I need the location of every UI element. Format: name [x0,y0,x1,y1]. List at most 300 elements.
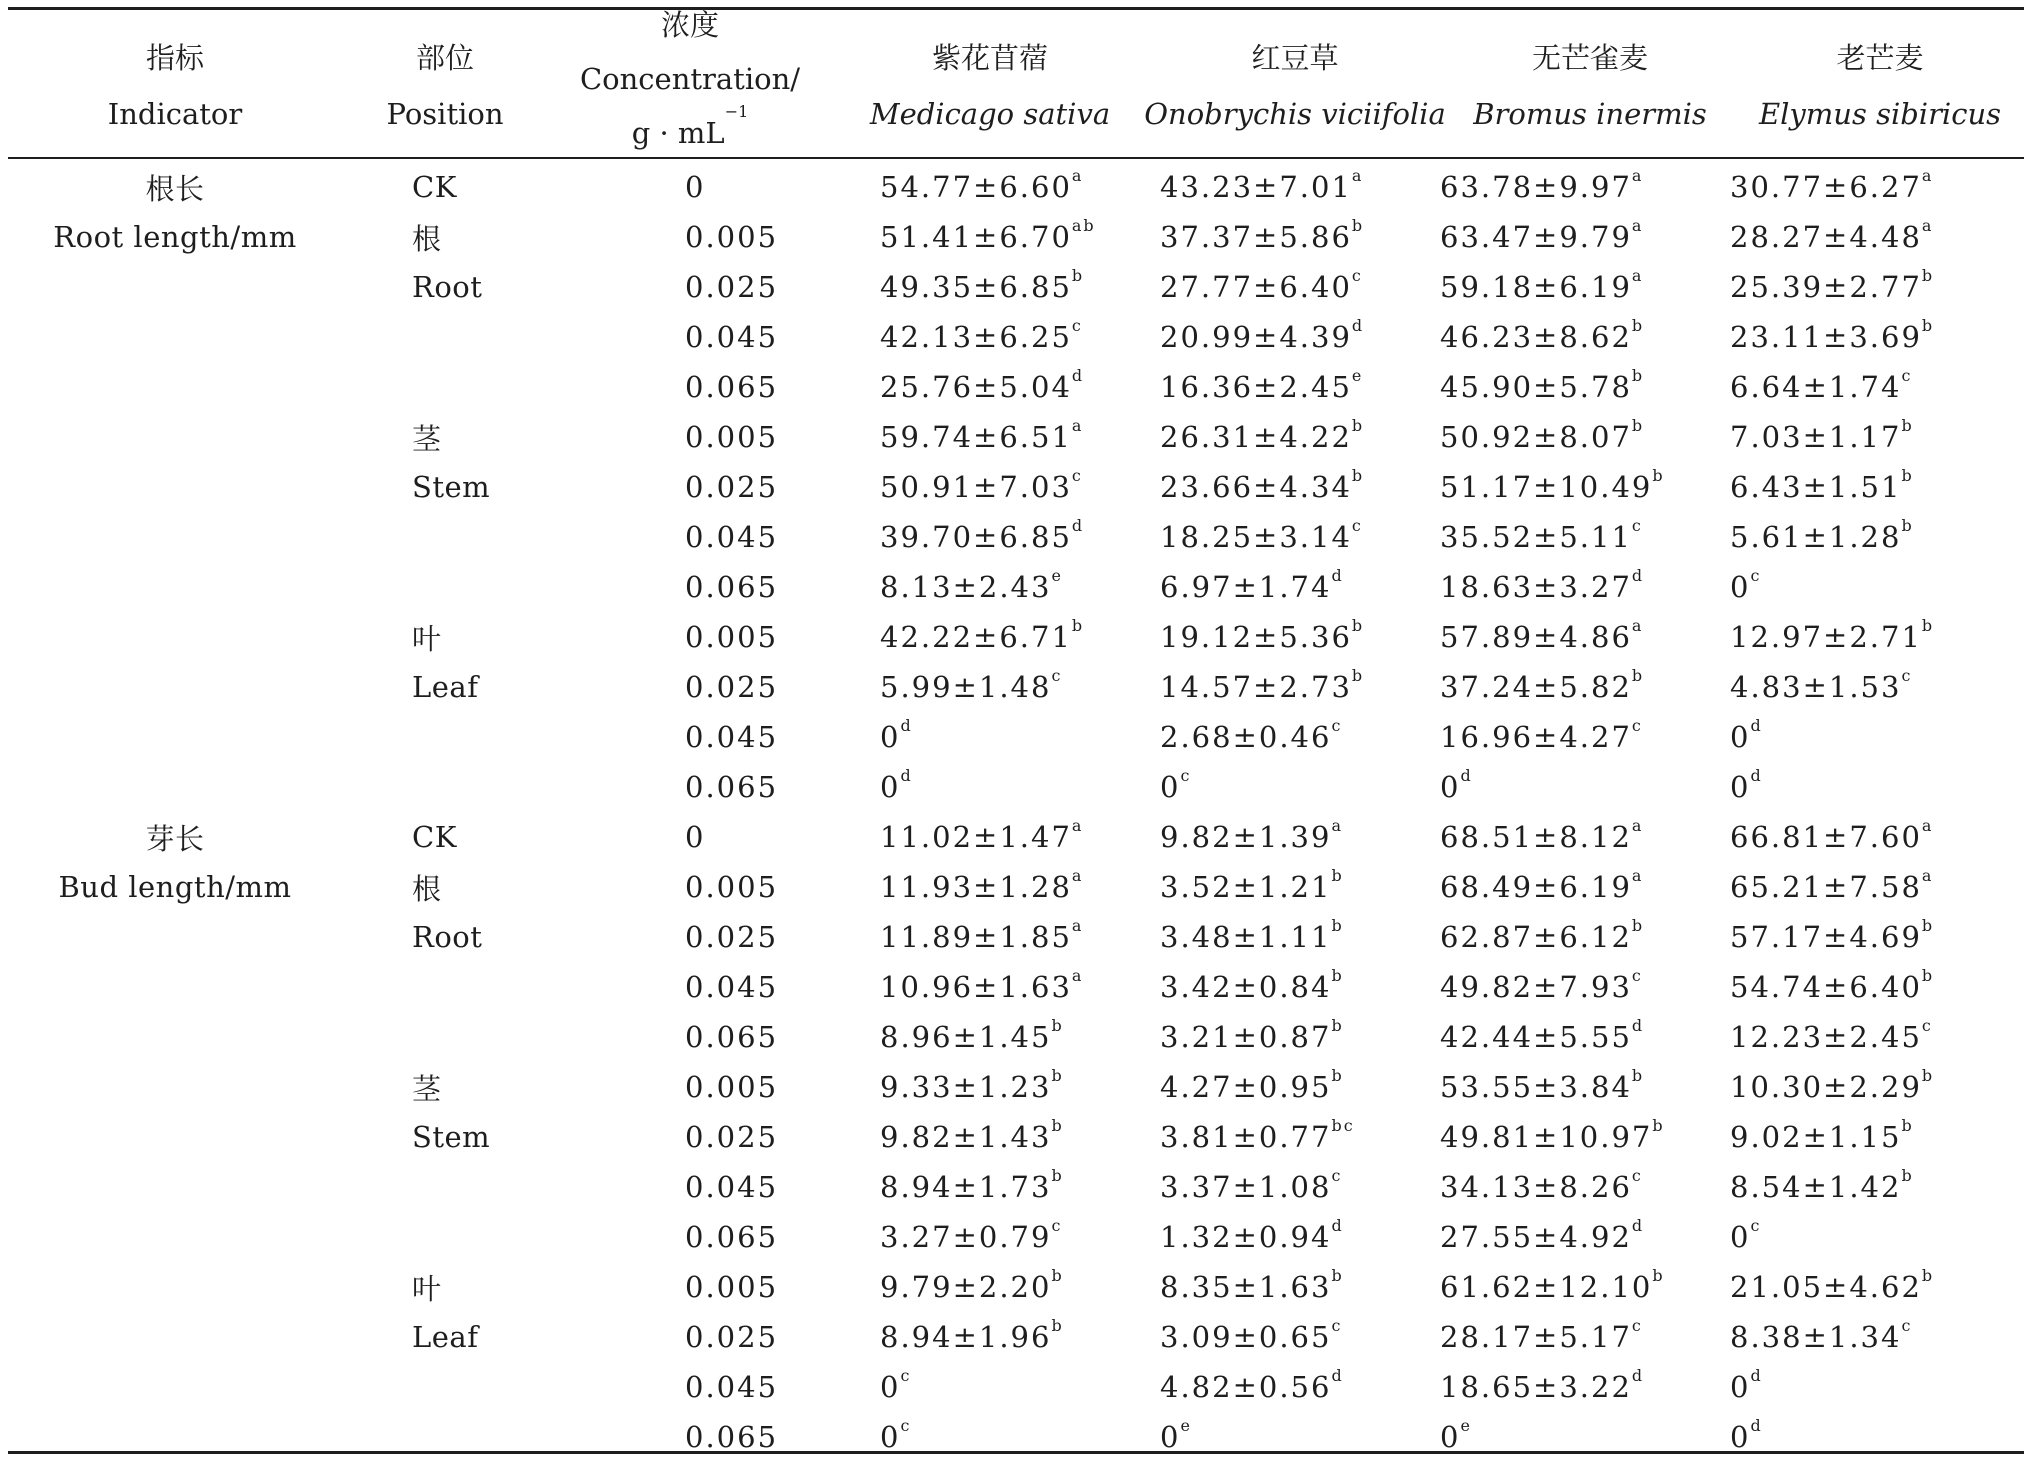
concentration-cell: 0.005 [685,220,779,254]
significance-letter: a [1071,416,1084,435]
significance-letter: c [900,1416,912,1435]
value-cell-species-4 [1660,812,2032,862]
value-cell-species-2 [1060,712,1360,762]
value-cell-species-3 [1360,812,1660,862]
value-cell-species-2 [1060,812,1360,862]
significance-letter: d [1750,1416,1763,1435]
mean-sd-value: 0 [880,720,901,754]
significance-letter: c [1071,316,1083,335]
position-cell [350,1212,530,1262]
significance-letter: b [1901,1116,1914,1135]
table-row [0,1062,2032,1112]
significance-letter: e [1351,366,1364,385]
value-cell-species-2 [1060,1062,1360,1112]
significance-letter: b [1351,216,1365,235]
mean-sd-value: 50.92±8.07 [1440,420,1632,454]
significance-letter: b [1921,1066,1935,1085]
mean-sd-value: 8.13±2.43 [880,570,1052,604]
value-cell-species-4 [1660,712,2032,762]
significance-letter: d [1750,766,1763,785]
concentration-cell: 0.005 [685,1070,779,1104]
value-cell-species-4 [1660,512,2032,562]
significance-letter: b [1631,916,1645,935]
value-cell-species-1 [760,962,1084,1012]
significance-letter: d [1331,566,1344,585]
significance-letter: a [1071,916,1084,935]
results-table [0,162,2032,1462]
value-cell-species-2 [1060,1012,1360,1062]
value-cell-species-3 [1360,612,1660,662]
significance-letter: c [1901,1316,1913,1335]
significance-letter: d [1631,1016,1645,1035]
mean-sd-value: 11.93±1.28 [880,870,1072,904]
header-position [340,18,550,154]
value-cell-species-2 [1060,1362,1360,1412]
mean-sd-value: 9.82±1.43 [880,1120,1052,1154]
table-row [0,262,2032,312]
table-row [0,162,2032,212]
mean-sd-value: 27.55±4.92 [1440,1220,1632,1254]
significance-letter: b [1331,1266,1344,1285]
indicator-cell [0,662,350,712]
significance-letter: b [1051,1016,1064,1035]
mean-sd-value: 43.23±7.01 [1160,170,1352,204]
table-row [0,362,2032,412]
significance-letter: d [1331,1366,1344,1385]
value-cell-species-3 [1360,262,1660,312]
header-species-1-zh: 紫花苜蓿 [931,41,1048,75]
mean-sd-value: 14.57±2.73 [1160,670,1352,704]
header-species-2-latin: Onobrychis viciifolia [1144,97,1446,131]
value-cell-species-4 [1660,412,2032,462]
value-cell-species-4 [1660,912,2032,962]
value-cell-species-3 [1360,1262,1665,1312]
significance-letter: c [1331,1166,1343,1185]
value-cell-species-2 [1060,862,1360,912]
mean-sd-value: 8.96±1.45 [880,1020,1052,1054]
mean-sd-value: 8.94±1.96 [880,1320,1052,1354]
significance-letter: b [1051,1116,1064,1135]
mean-sd-value: 9.02±1.15 [1730,1120,1902,1154]
concentration-cell: 0.045 [685,320,779,354]
mean-sd-value: 0 [1440,770,1461,804]
value-cell-species-4 [1660,1312,2032,1362]
value-cell-species-3 [1360,312,1660,362]
indicator-cell [0,712,350,762]
mean-sd-value: 3.21±0.87 [1160,1020,1332,1054]
indicator-cell [0,1312,350,1362]
value-cell-species-1 [760,612,1085,662]
header-rule [8,157,2024,159]
top-rule [8,7,2024,10]
value-cell-species-3 [1360,912,1660,962]
mean-sd-value: 65.21±7.58 [1730,870,1922,904]
value-cell-species-1 [760,1062,1064,1112]
value-cell-species-3 [1360,462,1665,512]
mean-sd-value: 54.77±6.60 [880,170,1072,204]
value-cell-species-1 [760,862,1084,912]
header-species-4-zh: 老芒麦 [1836,41,1924,75]
value-cell-species-3 [1360,1412,1660,1462]
concentration-cell: 0.065 [685,770,779,804]
significance-letter: b [1331,916,1344,935]
significance-letter: e [1460,1416,1472,1435]
mean-sd-value: 0 [880,770,901,804]
table-row [0,512,2032,562]
value-cell-species-1 [760,212,1096,262]
concentration-cell: 0.045 [685,970,779,1004]
significance-letter: c [1180,766,1192,785]
mean-sd-value: 3.42±0.84 [1160,970,1332,1004]
value-cell-species-2 [1060,512,1363,562]
indicator-cell [0,512,350,562]
mean-sd-value: 21.05±4.62 [1730,1270,1922,1304]
value-cell-species-1 [760,362,1085,412]
value-cell-species-3 [1360,512,1660,562]
value-cell-species-4 [1660,262,2032,312]
value-cell-species-1 [760,412,1084,462]
value-cell-species-3 [1360,762,1660,812]
value-cell-species-2 [1060,462,1365,512]
significance-letter: c [1351,266,1363,285]
value-cell-species-2 [1060,362,1364,412]
position-cell [350,762,530,812]
significance-letter: b [1652,1266,1665,1285]
concentration-cell: 0.065 [685,370,779,404]
significance-letter: c [1750,1216,1762,1235]
position-cell: Leaf [412,1320,479,1354]
mean-sd-value: 3.37±1.08 [1160,1170,1332,1204]
mean-sd-value: 66.81±7.60 [1730,820,1922,854]
position-cell [350,512,530,562]
significance-letter: b [1921,916,1935,935]
position-cell: Stem [412,1120,491,1154]
indicator-cell: 根长 [145,171,205,206]
value-cell-species-2 [1060,1312,1360,1362]
significance-letter: a [1631,216,1644,235]
position-cell [350,962,530,1012]
header-indicator-zh: 指标 [145,41,204,75]
mean-sd-value: 9.79±2.20 [880,1270,1052,1304]
significance-letter: d [1631,1216,1645,1235]
significance-letter: c [1071,466,1083,485]
position-cell: Leaf [412,670,479,704]
header-conc-zh: 浓度 [660,8,719,42]
significance-letter: b [1051,1316,1064,1335]
position-cell: CK [412,820,457,854]
mean-sd-value: 68.49±6.19 [1440,870,1632,904]
value-cell-species-4 [1660,1412,2032,1462]
significance-letter: b [1652,1116,1665,1135]
table-row [0,1412,2032,1462]
mean-sd-value: 42.22±6.71 [880,620,1072,654]
value-cell-species-4 [1660,962,2032,1012]
significance-letter: c [1750,566,1762,585]
concentration-cell: 0.045 [685,520,779,554]
table-row [0,862,2032,912]
value-cell-species-3 [1360,1112,1665,1162]
mean-sd-value: 45.90±5.78 [1440,370,1632,404]
value-cell-species-1 [760,1162,1064,1212]
value-cell-species-2 [1060,212,1365,262]
mean-sd-value: 10.96±1.63 [880,970,1072,1004]
value-cell-species-3 [1360,1162,1660,1212]
concentration-cell: 0.065 [685,1020,779,1054]
significance-letter: a [1921,816,1934,835]
mean-sd-value: 0 [1730,1370,1751,1404]
concentration-cell: 0.005 [685,420,779,454]
mean-sd-value: 49.81±10.97 [1440,1120,1653,1154]
value-cell-species-3 [1360,162,1660,212]
significance-letter: a [1331,816,1343,835]
mean-sd-value: 0 [880,1370,901,1404]
table-row [0,462,2032,512]
mean-sd-value: 57.17±4.69 [1730,920,1922,954]
significance-letter: c [1331,716,1343,735]
header-species-3 [1460,18,1720,154]
value-cell-species-1 [760,1412,1060,1462]
significance-letter: c [1921,1016,1933,1035]
position-cell: 根 [412,871,442,906]
significance-letter: bc [1331,1116,1355,1135]
mean-sd-value: 3.27±0.79 [880,1220,1052,1254]
position-cell [350,562,530,612]
position-cell [350,312,530,362]
significance-letter: a [1631,816,1644,835]
mean-sd-value: 7.03±1.17 [1730,420,1902,454]
value-cell-species-4 [1660,212,2032,262]
position-cell [350,712,530,762]
mean-sd-value: 42.13±6.25 [880,320,1072,354]
significance-letter: b [1901,466,1914,485]
value-cell-species-4 [1660,1212,2032,1262]
value-cell-species-3 [1360,1012,1660,1062]
mean-sd-value: 63.78±9.97 [1440,170,1632,204]
value-cell-species-3 [1360,362,1660,412]
value-cell-species-2 [1060,1262,1360,1312]
header-species-1 [860,18,1120,154]
mean-sd-value: 59.74±6.51 [880,420,1072,454]
value-cell-species-2 [1060,412,1365,462]
significance-letter: b [1901,416,1914,435]
concentration-cell: 0.065 [685,1420,779,1454]
significance-letter: a [1921,166,1934,185]
mean-sd-value: 51.41±6.70 [880,220,1072,254]
mean-sd-value: 49.35±6.85 [880,270,1072,304]
value-cell-species-1 [760,562,1063,612]
significance-letter: d [1460,766,1473,785]
position-cell: 叶 [412,1271,442,1306]
value-cell-species-4 [1660,312,2032,362]
table-row [0,1262,2032,1312]
mean-sd-value: 0 [1730,770,1751,804]
significance-letter: a [1071,816,1084,835]
indicator-cell [0,562,350,612]
mean-sd-value: 0 [1730,1220,1751,1254]
indicator-cell [0,612,350,662]
value-cell-species-2 [1060,912,1360,962]
significance-letter: b [1331,866,1344,885]
value-cell-species-3 [1360,712,1660,762]
table-row [0,1162,2032,1212]
concentration-cell: 0 [685,170,706,204]
significance-letter: b [1331,966,1344,985]
position-cell [350,362,530,412]
value-cell-species-3 [1360,562,1660,612]
indicator-cell [0,912,350,962]
value-cell-species-3 [1360,212,1660,262]
mean-sd-value: 12.97±2.71 [1730,620,1922,654]
mean-sd-value: 5.61±1.28 [1730,520,1902,554]
value-cell-species-3 [1360,412,1660,462]
mean-sd-value: 3.52±1.21 [1160,870,1332,904]
value-cell-species-4 [1660,1112,2032,1162]
header-conc-en: Concentration/ [579,62,801,96]
table-row [0,1012,2032,1062]
significance-letter: a [1071,166,1084,185]
header-conc-unit: $g \cdot mL^{-1}$ [631,102,749,150]
value-cell-species-1 [760,1312,1064,1362]
table-row [0,662,2032,712]
mean-sd-value: 4.82±0.56 [1160,1370,1332,1404]
concentration-cell: 0.045 [685,1170,779,1204]
mean-sd-value: 6.64±1.74 [1730,370,1902,404]
value-cell-species-4 [1660,1162,2032,1212]
concentration-cell: 0.005 [685,620,779,654]
table-row [0,562,2032,612]
significance-letter: ab [1071,216,1096,235]
mean-sd-value: 0 [1730,1420,1751,1454]
mean-sd-value: 25.76±5.04 [880,370,1072,404]
value-cell-species-4 [1660,562,2032,612]
mean-sd-value: 62.87±6.12 [1440,920,1632,954]
concentration-cell: 0.065 [685,1220,779,1254]
significance-letter: a [1631,166,1644,185]
mean-sd-value: 16.36±2.45 [1160,370,1352,404]
value-cell-species-1 [760,712,1060,762]
table-row [0,412,2032,462]
significance-letter: b [1901,1166,1914,1185]
mean-sd-value: 10.30±2.29 [1730,1070,1922,1104]
significance-letter: b [1351,616,1365,635]
concentration-cell: 0.025 [685,920,779,954]
value-cell-species-4 [1660,662,2032,712]
mean-sd-value: 61.62±12.10 [1440,1270,1653,1304]
significance-letter: d [1750,716,1763,735]
significance-letter: b [1921,1266,1935,1285]
concentration-cell: 0.025 [685,1320,779,1354]
mean-sd-value: 49.82±7.93 [1440,970,1632,1004]
significance-letter: c [1051,666,1063,685]
mean-sd-value: 6.97±1.74 [1160,570,1332,604]
header-position-en: Position [386,97,504,131]
significance-letter: d [1331,1216,1344,1235]
significance-letter: a [1921,866,1934,885]
value-cell-species-1 [760,312,1083,362]
indicator-cell: Bud length/mm [58,870,292,904]
value-cell-species-3 [1360,1212,1660,1262]
mean-sd-value: 4.83±1.53 [1730,670,1902,704]
mean-sd-value: 23.66±4.34 [1160,470,1352,504]
mean-sd-value: 35.52±5.11 [1440,520,1632,554]
value-cell-species-1 [760,1012,1064,1062]
header-indicator-en: Indicator [107,97,243,131]
value-cell-species-1 [760,462,1083,512]
position-cell: Root [412,270,483,304]
mean-sd-value: 6.43±1.51 [1730,470,1902,504]
significance-letter: a [1631,266,1644,285]
mean-sd-value: 9.82±1.39 [1160,820,1332,854]
value-cell-species-2 [1060,162,1364,212]
value-cell-species-2 [1060,662,1365,712]
indicator-cell [0,1062,350,1112]
value-cell-species-1 [760,262,1085,312]
significance-letter: c [1331,1316,1343,1335]
significance-letter: b [1921,966,1935,985]
mean-sd-value: 28.27±4.48 [1730,220,1922,254]
significance-letter: b [1071,266,1085,285]
indicator-cell [0,262,350,312]
mean-sd-value: 3.09±0.65 [1160,1320,1332,1354]
indicator-cell [0,762,350,812]
significance-letter: d [1351,316,1365,335]
header-species-3-latin: Bromus inermis [1473,97,1707,131]
value-cell-species-1 [760,812,1084,862]
significance-letter: d [900,716,913,735]
mean-sd-value: 39.70±6.85 [880,520,1072,554]
header-concentration [570,0,810,164]
significance-letter: a [1071,866,1084,885]
significance-letter: b [1921,316,1935,335]
indicator-cell [0,312,350,362]
indicator-cell [0,1412,350,1462]
mean-sd-value: 9.33±1.23 [880,1070,1052,1104]
indicator-cell [0,1362,350,1412]
value-cell-species-1 [760,1112,1064,1162]
position-cell [350,1362,530,1412]
mean-sd-value: 16.96±4.27 [1440,720,1632,754]
significance-letter: b [1331,1016,1344,1035]
significance-letter: c [1901,366,1913,385]
mean-sd-value: 0 [1730,570,1751,604]
significance-letter: b [1051,1266,1064,1285]
value-cell-species-2 [1060,1112,1360,1162]
header-species-4-latin: Elymus sibiricus [1758,97,2002,131]
mean-sd-value: 8.54±1.42 [1730,1170,1902,1204]
mean-sd-value: 8.35±1.63 [1160,1270,1332,1304]
table-row [0,912,2032,962]
mean-sd-value: 51.17±10.49 [1440,470,1653,504]
significance-letter: a [1631,866,1644,885]
mean-sd-value: 18.63±3.27 [1440,570,1632,604]
mean-sd-value: 11.89±1.85 [880,920,1072,954]
position-cell [350,1412,530,1462]
indicator-cell [0,1012,350,1062]
value-cell-species-2 [1060,262,1363,312]
mean-sd-value: 0 [1730,720,1751,754]
mean-sd-value: 1.32±0.94 [1160,1220,1332,1254]
mean-sd-value: 25.39±2.77 [1730,270,1922,304]
table-row [0,962,2032,1012]
position-cell: Root [412,920,483,954]
header-species-3-zh: 无芒雀麦 [1531,41,1648,75]
value-cell-species-1 [760,1212,1063,1262]
mean-sd-value: 20.99±4.39 [1160,320,1352,354]
concentration-cell: 0.005 [685,870,779,904]
significance-letter: b [1631,416,1645,435]
value-cell-species-3 [1360,1062,1660,1112]
concentration-cell: 0.005 [685,1270,779,1304]
